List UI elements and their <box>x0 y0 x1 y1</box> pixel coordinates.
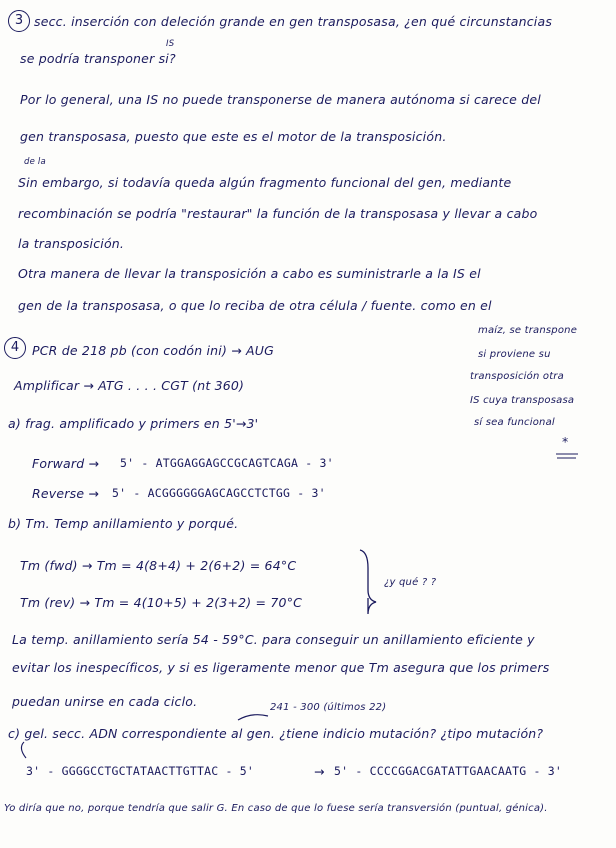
q3-paragraph-3-line-1: Otra manera de llevar la transposición a cabo es suministrarle a la IS el <box>18 266 481 281</box>
annotation-arrow <box>238 715 268 720</box>
q4-amplify: Amplificar → ATG . . . . CGT (nt 360) <box>14 378 245 393</box>
q3-paragraph-3-line-2: gen de la transposasa, o que lo reciba de otra célula / fuente. como en el <box>18 298 492 313</box>
q4-forward-label: Forward → <box>32 456 100 471</box>
q3-question-line-1: secc. inserción con deleción grande en gen transposasa, ¿en qué circunstancias <box>34 14 553 29</box>
side-note-line-3: transposición otra <box>470 371 564 382</box>
q3-paragraph-2-line-2: recombinación se podría "restaurar" la función de la transposasa y llevar a cabo <box>18 206 538 221</box>
q4-title: PCR de 218 pb (con codón ini) → AUG <box>32 343 275 358</box>
q4-c-paragraph: Yo diría que no, porque tendría que salir G. En caso de que lo fuese sería transversión (puntual, génica). <box>4 803 548 814</box>
q3-question-superscript: IS <box>166 39 175 49</box>
tm-bracket <box>360 550 376 614</box>
side-note-underline <box>556 454 578 458</box>
q4-c-sequence-right: 5' - CCCCGGACGATATTGAACAATG - 3' <box>334 764 562 778</box>
side-note-line-5: sí sea funcional <box>474 417 555 428</box>
q4-c-sequence-left: 3' - GGGGCCTGCTATAACTTGTTAC - 5' <box>26 764 254 778</box>
q4-tm-note: ¿y qué ? ? <box>384 577 437 588</box>
q4-c-arrow: → <box>314 764 325 779</box>
q4-b-label: b) Tm. Temp anillamiento y porqué. <box>8 516 239 531</box>
q4-c-label: c) gel. secc. ADN correspondiente al gen. ¿tiene indicio mutación? ¿tipo mutación? <box>8 726 544 741</box>
q3-paragraph-2-line-3: la transposición. <box>18 236 125 251</box>
q4-tm-forward: Tm (fwd) → Tm = 4(8+4) + 2(6+2) = 64°C <box>20 558 297 573</box>
q3-paragraph-1-line-1: Por lo general, una IS no puede transponerse de manera autónoma si carece del <box>20 92 541 107</box>
side-note-asterisk: * <box>562 434 569 449</box>
q4-tm-reverse: Tm (rev) → Tm = 4(10+5) + 2(3+2) = 70°C <box>20 595 303 610</box>
q3-paragraph-1-line-2: gen transposasa, puesto que este es el motor de la transposición. <box>20 129 447 144</box>
q4-b-paragraph-line-1: La temp. anillamiento sería 54 - 59°C. para conseguir un anillamiento eficiente y <box>12 632 535 647</box>
q3-question-line-2: se podría transponer si? <box>20 51 176 66</box>
q4-b-paragraph-line-2: evitar los inespecíficos, y si es ligeramente menor que Tm asegura que los primers <box>12 660 550 675</box>
q4-forward-sequence: 5' - ATGGAGGAGCCGCAGTCAGA - 3' <box>120 456 334 470</box>
q4-b-paragraph-line-3: puedan unirse en cada ciclo. <box>12 694 198 709</box>
side-note-line-2: si proviene su <box>478 349 551 360</box>
side-note-line-4: IS cuya transposasa <box>470 395 575 406</box>
q4-reverse-sequence: 5' - ACGGGGGGAGCAGCCTCTGG - 3' <box>112 486 326 500</box>
c-hook <box>21 742 26 758</box>
side-note-line-1: maíz, se transpone <box>478 325 578 336</box>
q3-paragraph-2-note: de la <box>24 157 46 167</box>
q4-number: 4 <box>4 337 26 359</box>
q4-reverse-label: Reverse → <box>32 486 100 501</box>
q3-number: 3 <box>8 10 30 32</box>
q4-a-label: a) frag. amplificado y primers en 5'→3' <box>8 416 259 431</box>
q4-c-annotation: 241 - 300 (últimos 22) <box>270 702 387 713</box>
q3-paragraph-2-line-1: Sin embargo, si todavía queda algún fragmento funcional del gen, mediante <box>18 175 512 190</box>
